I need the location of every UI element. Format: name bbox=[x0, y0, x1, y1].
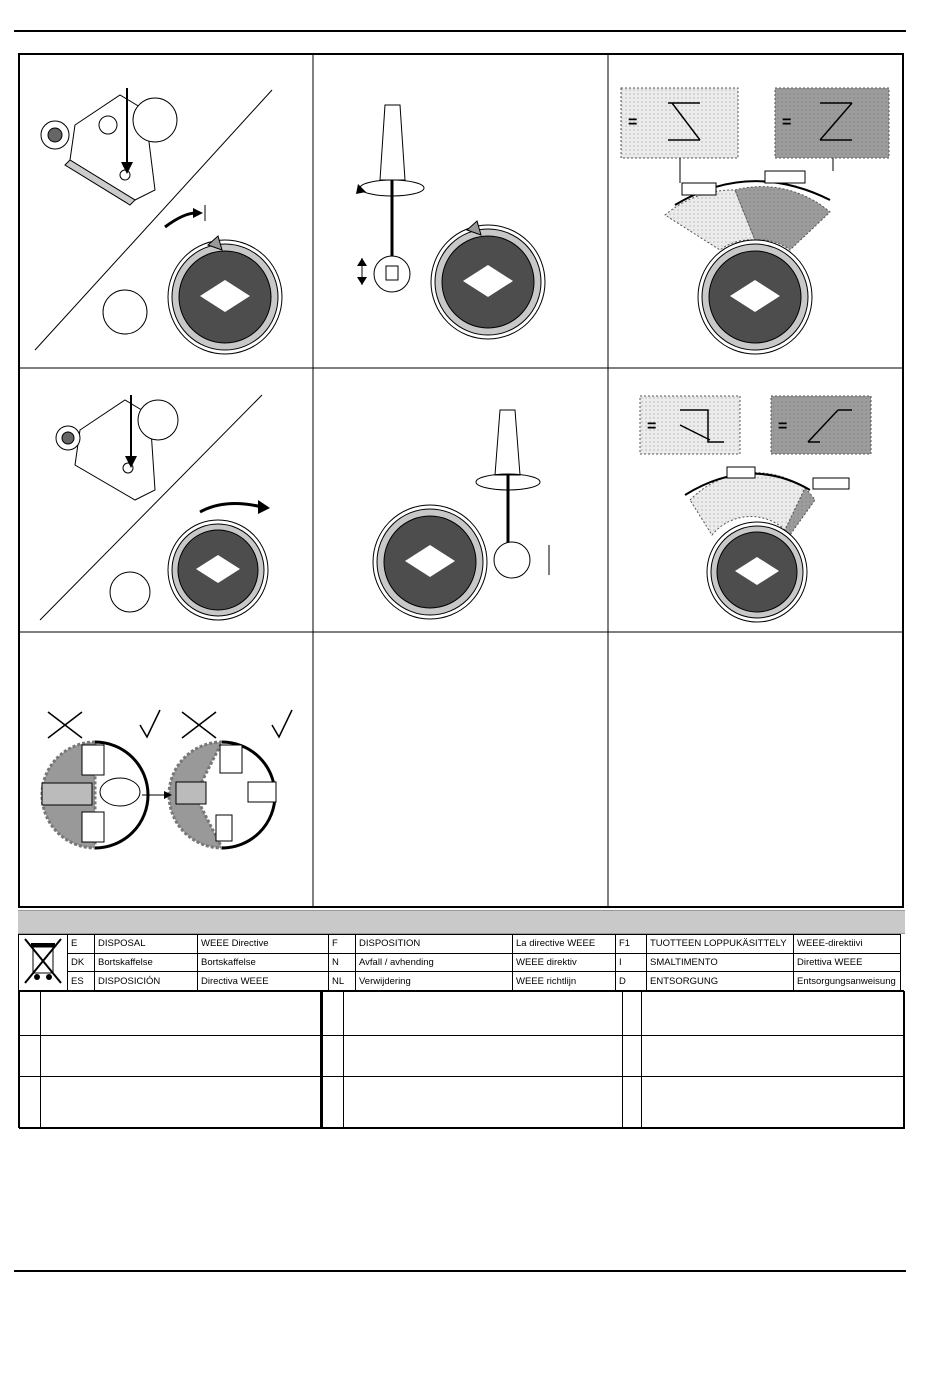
lang-code: D bbox=[616, 972, 647, 991]
lang-code: E bbox=[68, 935, 95, 954]
directive-name: Bortskaffelse bbox=[198, 953, 329, 972]
disposal-title: DISPOSICIÓN bbox=[95, 972, 198, 991]
disposal-title: Bortskaffelse bbox=[95, 953, 198, 972]
text-box bbox=[40, 1076, 323, 1129]
disposal-title: DISPOSITION bbox=[356, 935, 513, 954]
text-box bbox=[19, 991, 41, 1036]
text-box bbox=[19, 1076, 41, 1129]
disposal-title: SMALTIMENTO bbox=[647, 953, 794, 972]
text-box bbox=[622, 991, 642, 1036]
disposal-text-boxes bbox=[18, 990, 904, 1128]
lang-code: F1 bbox=[616, 935, 647, 954]
directive-name: WEEE Directive bbox=[198, 935, 329, 954]
directive-name: WEEE richtlijn bbox=[513, 972, 616, 991]
directive-name: Entsorgungsanweisung bbox=[794, 972, 901, 991]
cross-mark bbox=[48, 712, 216, 738]
dial bbox=[168, 236, 282, 354]
text-box bbox=[343, 991, 623, 1036]
lang-code: I bbox=[616, 953, 647, 972]
directive-name: Directiva WEEE bbox=[198, 972, 329, 991]
text-box bbox=[40, 1035, 323, 1077]
panel-switch-diagram-bottom bbox=[640, 396, 871, 622]
weee-disposal-table bbox=[18, 934, 901, 991]
text-box bbox=[322, 991, 344, 1036]
text-box bbox=[641, 991, 905, 1036]
panel-screwdriver-cw bbox=[356, 105, 545, 339]
directive-name: WEEE direktiv bbox=[513, 953, 616, 972]
dial bbox=[168, 520, 268, 620]
dial bbox=[707, 522, 807, 622]
lang-code: NL bbox=[329, 972, 356, 991]
dial bbox=[698, 240, 812, 354]
panel-mounting-orientation bbox=[42, 710, 292, 848]
disposal-title: Verwijdering bbox=[356, 972, 513, 991]
dial bbox=[431, 221, 545, 339]
directive-name: Direttiva WEEE bbox=[794, 953, 901, 972]
disposal-title: ENTSORGUNG bbox=[647, 972, 794, 991]
lang-code: DK bbox=[68, 953, 95, 972]
text-box bbox=[343, 1035, 623, 1077]
panel-screwdriver-ccw bbox=[373, 410, 549, 619]
diagram-label: = bbox=[782, 114, 792, 131]
panel-sensor-adjust-ccw bbox=[35, 88, 282, 354]
weee-bin-icon bbox=[19, 935, 68, 991]
bottom-rule bbox=[14, 1270, 906, 1272]
lang-code: F bbox=[329, 935, 356, 954]
text-box bbox=[19, 1035, 41, 1077]
text-box bbox=[40, 991, 323, 1036]
lang-code: ES bbox=[68, 972, 95, 991]
diagram-label: = bbox=[778, 418, 788, 435]
text-box bbox=[343, 1076, 623, 1129]
text-box bbox=[322, 1076, 344, 1129]
disposal-title: DISPOSAL bbox=[95, 935, 198, 954]
text-box bbox=[622, 1076, 642, 1129]
disposal-header-bar bbox=[18, 910, 905, 934]
disposal-title: Avfall / avhending bbox=[356, 953, 513, 972]
dial bbox=[373, 505, 487, 619]
text-box bbox=[622, 1035, 642, 1077]
check-mark bbox=[140, 710, 292, 737]
text-box bbox=[641, 1035, 905, 1077]
panel-sensor-adjust-cw bbox=[40, 395, 270, 620]
disposal-title: TUOTTEEN LOPPUKÄSITTELY bbox=[647, 935, 794, 954]
text-box bbox=[322, 1035, 344, 1077]
directive-name: WEEE-direktiivi bbox=[794, 935, 901, 954]
directive-name: La directive WEEE bbox=[513, 935, 616, 954]
panel-switch-diagram-top bbox=[621, 88, 889, 354]
text-box bbox=[641, 1076, 905, 1129]
diagram-label: = bbox=[647, 418, 657, 435]
diagram-label: = bbox=[628, 114, 638, 131]
lang-code: N bbox=[329, 953, 356, 972]
